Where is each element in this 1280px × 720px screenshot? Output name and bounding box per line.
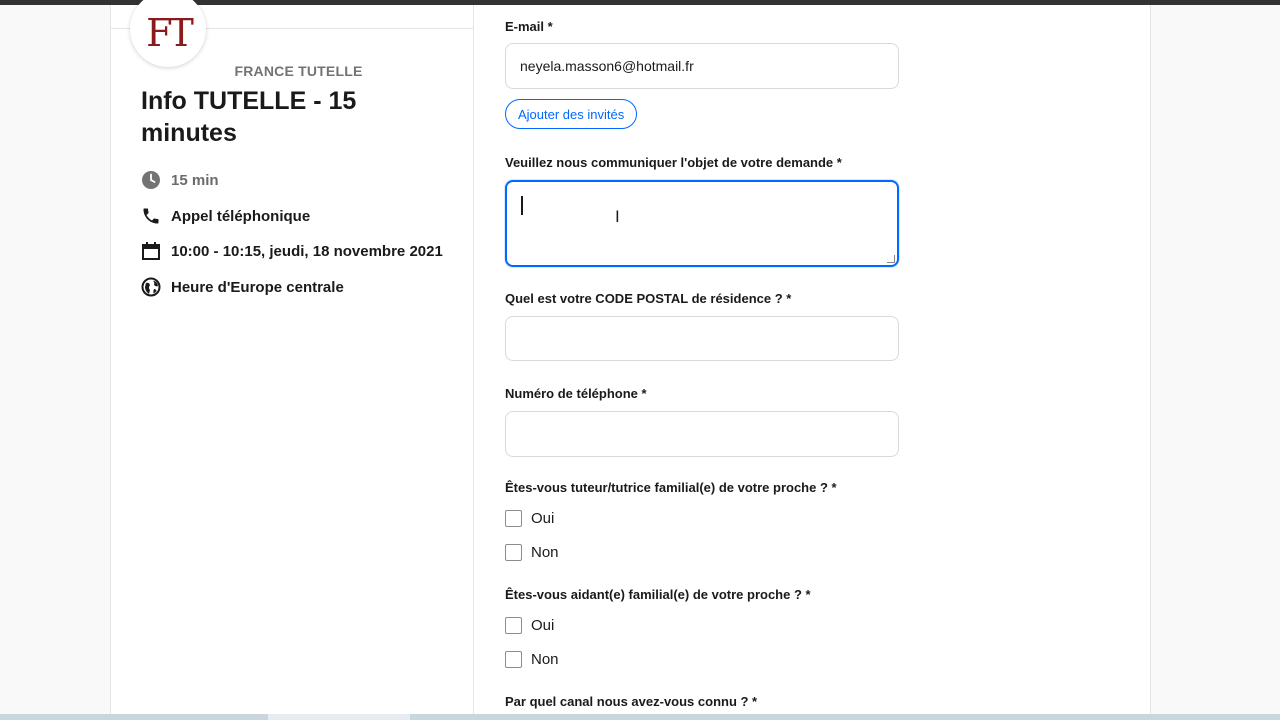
helper-yes-label: Oui xyxy=(531,616,555,634)
tutor-option-no[interactable] xyxy=(505,542,559,562)
event-details-panel xyxy=(111,5,474,715)
event-title: Info TUTELLE - 15 minutes xyxy=(141,87,357,147)
clock-icon xyxy=(141,170,161,190)
location-row xyxy=(141,205,310,227)
phone-icon xyxy=(141,206,161,226)
tutor-no-label: Non xyxy=(531,543,559,561)
helper-option-no[interactable] xyxy=(505,649,559,669)
horizontal-scrollbar[interactable] xyxy=(0,714,1280,720)
location-text: Appel téléphonique xyxy=(171,207,311,225)
calendar-icon xyxy=(141,241,161,261)
email-label: E-mail * xyxy=(505,19,553,34)
channel-question-label: Par quel canal nous avez-vous connu ? * xyxy=(505,694,758,709)
scrollbar-segment xyxy=(410,714,1280,720)
text-caret xyxy=(521,196,523,215)
organizer-name: FRANCE TUTELLE xyxy=(234,63,363,79)
subject-label: Veuillez nous communiquer l'objet de votre demande * xyxy=(505,155,842,170)
scrollbar-segment xyxy=(0,714,268,720)
logo-text: FT xyxy=(146,11,190,55)
subject-textarea[interactable] xyxy=(505,180,899,267)
helper-no-label: Non xyxy=(531,650,559,668)
datetime-row xyxy=(141,240,443,262)
timezone-row xyxy=(141,276,344,298)
helper-yes-checkbox[interactable] xyxy=(505,617,522,634)
tutor-no-checkbox[interactable] xyxy=(505,544,522,561)
mouse-ibeam-cursor: I xyxy=(615,207,620,226)
phone-label: Numéro de téléphone * xyxy=(505,386,647,401)
organizer-logo xyxy=(130,0,206,67)
datetime-text: 10:00 - 10:15, jeudi, 18 novembre 2021 xyxy=(171,242,443,260)
timezone-text: Heure d'Europe centrale xyxy=(171,278,344,296)
globe-icon xyxy=(141,277,161,297)
phone-input[interactable] xyxy=(505,411,899,457)
booking-card xyxy=(110,5,1151,715)
email-value: neyela.masson6@hotmail.fr xyxy=(520,58,694,74)
postal-code-label: Quel est votre CODE POSTAL de résidence ? * xyxy=(505,291,792,306)
tutor-yes-label: Oui xyxy=(531,509,555,527)
helper-option-yes[interactable] xyxy=(505,615,554,635)
helper-question-label: Êtes-vous aidant(e) familial(e) de votre proche ? * xyxy=(505,587,811,602)
tutor-option-yes[interactable] xyxy=(505,508,554,528)
helper-no-checkbox[interactable] xyxy=(505,651,522,668)
duration-text: 15 min xyxy=(171,171,219,189)
email-field[interactable] xyxy=(505,43,899,89)
duration-row xyxy=(141,169,219,191)
add-guests-button[interactable]: Ajouter des invités xyxy=(505,99,637,129)
tutor-question-label: Êtes-vous tuteur/tutrice familial(e) de votre proche ? * xyxy=(505,480,837,495)
postal-code-input[interactable] xyxy=(505,316,899,361)
tutor-yes-checkbox[interactable] xyxy=(505,510,522,527)
resize-handle[interactable] xyxy=(887,255,895,263)
